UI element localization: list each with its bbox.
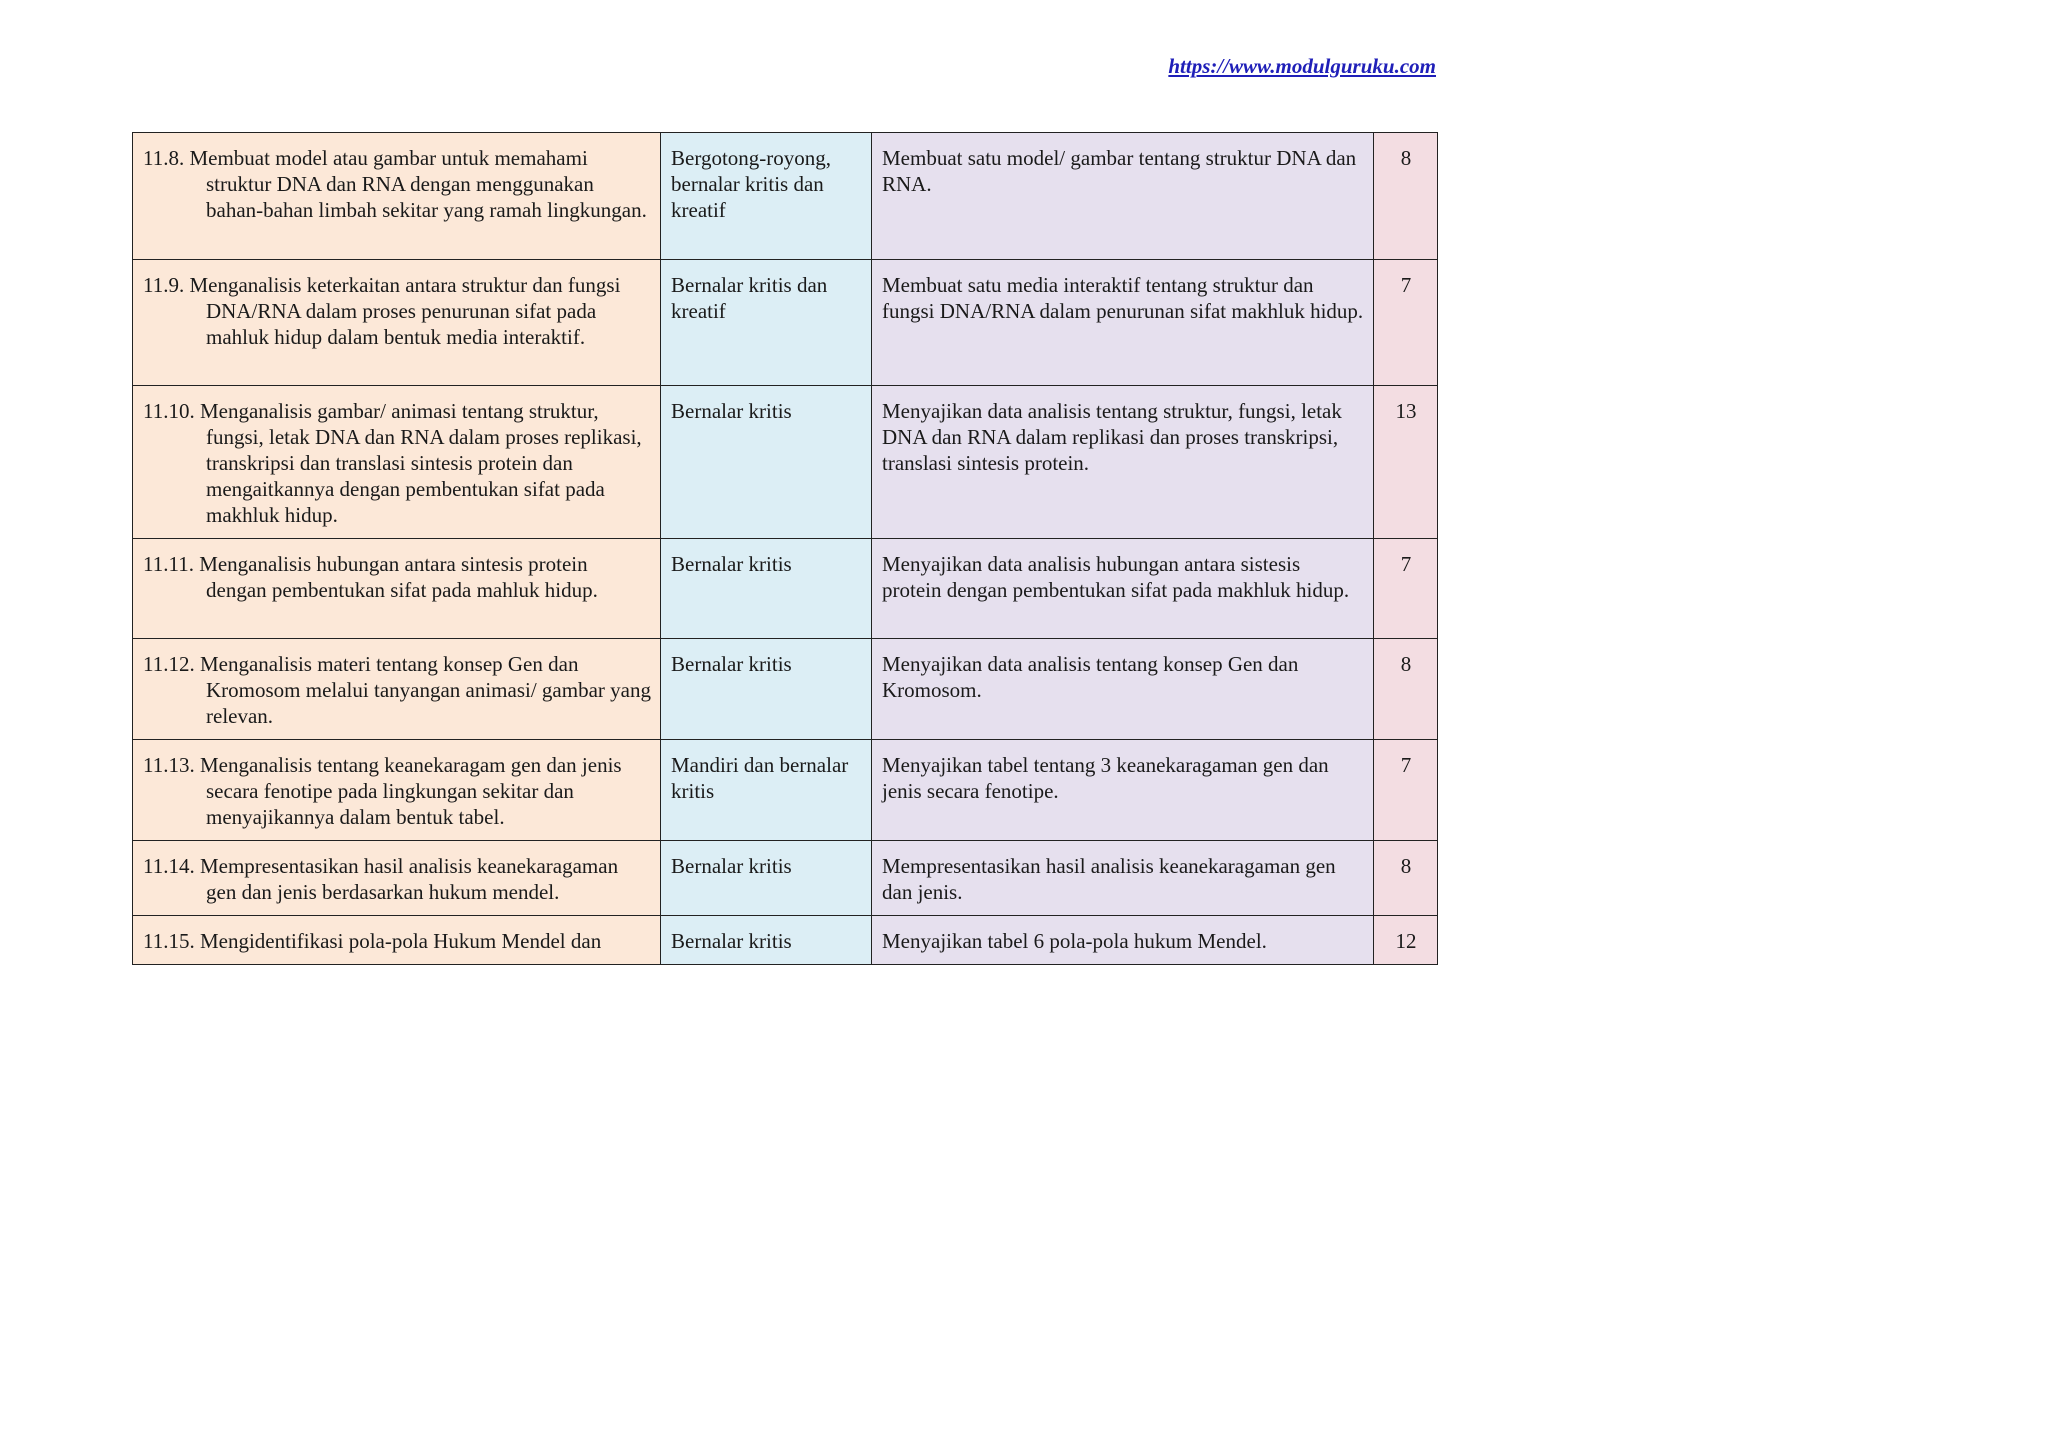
allocation-cell: 8 (1374, 639, 1438, 740)
learning-outcome-cell: 11.10. Menganalisis gambar/ animasi tentang struktur, fungsi, letak DNA dan RNA dalam proses replikasi, transkripsi dan translasi sintesis protein dan mengaitkannya dengan pembentukan sifat pada makhluk hidup. (133, 386, 661, 539)
profile-dimension-cell: Bernalar kritis (661, 841, 872, 916)
learning-outcome-cell: 11.14. Mempresentasikan hasil analisis keanekaragaman gen dan jenis berdasarkan hukum mendel. (133, 841, 661, 916)
table-row (133, 841, 1438, 916)
website-link[interactable]: https://www.modulguruku.com (1168, 54, 1436, 78)
table-row (133, 916, 1438, 965)
assessment-cell: Mempresentasikan hasil analisis keanekaragaman gen dan jenis. (872, 841, 1374, 916)
table-row (133, 740, 1438, 841)
profile-dimension-cell: Bernalar kritis dan kreatif (661, 260, 872, 386)
allocation-cell: 13 (1374, 386, 1438, 539)
allocation-cell: 7 (1374, 260, 1438, 386)
profile-dimension-cell: Bernalar kritis (661, 539, 872, 639)
allocation-cell: 7 (1374, 539, 1438, 639)
assessment-cell: Menyajikan data analisis hubungan antara sistesis protein dengan pembentukan sifat pada makhluk hidup. (872, 539, 1374, 639)
assessment-cell: Menyajikan tabel 6 pola-pola hukum Mendel. (872, 916, 1374, 965)
learning-outcome-cell: 11.9. Menganalisis keterkaitan antara struktur dan fungsi DNA/RNA dalam proses penurunan sifat pada mahluk hidup dalam bentuk media interaktif. (133, 260, 661, 386)
assessment-cell: Menyajikan data analisis tentang konsep Gen dan Kromosom. (872, 639, 1374, 740)
allocation-cell: 12 (1374, 916, 1438, 965)
learning-outcomes-table (132, 132, 1438, 965)
assessment-cell: Membuat satu model/ gambar tentang struktur DNA dan RNA. (872, 133, 1374, 260)
profile-dimension-cell: Bernalar kritis (661, 386, 872, 539)
learning-outcome-cell: 11.12. Menganalisis materi tentang konsep Gen dan Kromosom melalui tanyangan animasi/ gambar yang relevan. (133, 639, 661, 740)
table-row (133, 133, 1438, 260)
learning-outcome-cell: 11.13. Menganalisis tentang keanekaragam gen dan jenis secara fenotipe pada lingkungan sekitar dan menyajikannya dalam bentuk tabel. (133, 740, 661, 841)
table-row (133, 386, 1438, 539)
allocation-cell: 8 (1374, 133, 1438, 260)
allocation-cell: 7 (1374, 740, 1438, 841)
learning-outcome-cell: 11.11. Menganalisis hubungan antara sintesis protein dengan pembentukan sifat pada mahluk hidup. (133, 539, 661, 639)
assessment-cell: Menyajikan tabel tentang 3 keanekaragaman gen dan jenis secara fenotipe. (872, 740, 1374, 841)
assessment-cell: Menyajikan data analisis tentang struktur, fungsi, letak DNA dan RNA dalam replikasi dan proses transkripsi, translasi sintesis protein. (872, 386, 1374, 539)
table-row (133, 260, 1438, 386)
profile-dimension-cell: Bergotong-royong, bernalar kritis dan kreatif (661, 133, 872, 260)
table-row (133, 639, 1438, 740)
learning-outcome-cell: 11.15. Mengidentifikasi pola-pola Hukum Mendel dan (133, 916, 661, 965)
assessment-cell: Membuat satu media interaktif tentang struktur dan fungsi DNA/RNA dalam penurunan sifat makhluk hidup. (872, 260, 1374, 386)
allocation-cell: 8 (1374, 841, 1438, 916)
profile-dimension-cell: Bernalar kritis (661, 639, 872, 740)
table-row (133, 539, 1438, 639)
profile-dimension-cell: Bernalar kritis (661, 916, 872, 965)
profile-dimension-cell: Mandiri dan bernalar kritis (661, 740, 872, 841)
learning-outcome-cell: 11.8. Membuat model atau gambar untuk memahami struktur DNA dan RNA dengan menggunakan bahan-bahan limbah sekitar yang ramah lingkungan. (133, 133, 661, 260)
